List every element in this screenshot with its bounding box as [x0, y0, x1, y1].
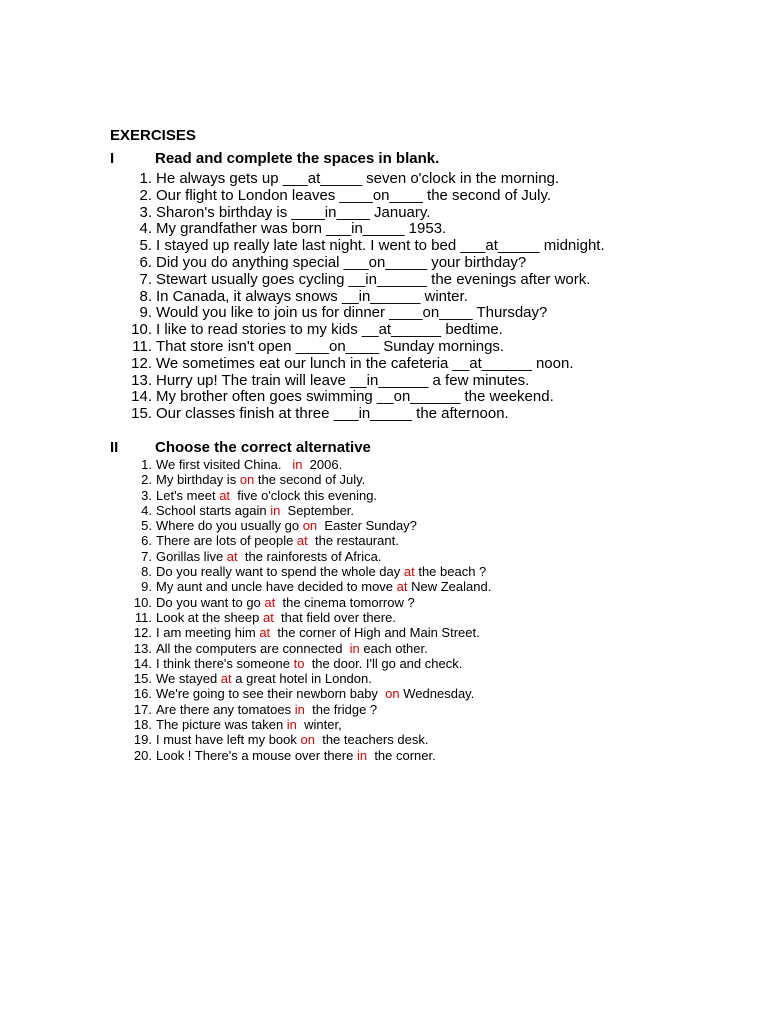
answer-word: in: [349, 640, 360, 656]
item-sentence: [156, 656, 462, 671]
item-number: [110, 533, 156, 548]
sentence-after: 2006.: [302, 457, 343, 472]
answer-word: in: [286, 717, 297, 733]
item-sentence: Did you do anything special ___on_____ your birthday?: [156, 253, 527, 271]
item-number-text: 1.: [141, 457, 152, 472]
item-number-text: 15.: [131, 405, 152, 423]
sentence-before: I must have left my book: [156, 732, 301, 748]
list-item: [110, 339, 605, 356]
sentence-after: the restaurant.: [307, 533, 399, 549]
item-number-text: 7.: [141, 548, 152, 564]
item-number: [110, 373, 156, 390]
section-2-title: Choose the correct alternative: [155, 439, 371, 456]
item-sentence: [156, 579, 491, 594]
section-2-numeral: II: [110, 439, 119, 456]
sentence-before: Do you want to go: [156, 594, 265, 610]
item-number: [110, 322, 156, 339]
item-number-text: 12.: [133, 625, 152, 641]
sentence-after: five o'clock this evening.: [230, 487, 378, 503]
sentence-before: We're going to see their newborn baby: [156, 686, 386, 702]
sentence-before: Look ! There's a mouse over there: [156, 747, 357, 763]
item-sentence: [156, 671, 372, 686]
item-number-text: 2.: [141, 472, 152, 488]
item-sentence: [156, 564, 486, 579]
item-sentence: Hurry up! The train will leave __in______ a few minutes.: [156, 371, 530, 389]
item-sentence: [156, 686, 474, 701]
sentence-after: Easter Sunday?: [317, 518, 417, 534]
answer-word: at: [219, 487, 231, 503]
list-item: [110, 702, 491, 717]
list-item: [110, 610, 491, 625]
item-number-text: 14.: [131, 388, 152, 406]
item-sentence: [156, 457, 342, 472]
item-sentence: I stayed up really late last night. I went to bed ___at_____ midnight.: [156, 237, 605, 255]
item-number-text: 3.: [139, 203, 152, 221]
item-number: [110, 732, 156, 747]
sentence-before: We first visited China.: [156, 457, 293, 472]
item-number-text: 13.: [133, 640, 152, 656]
answer-word: at: [264, 594, 276, 610]
item-sentence: [156, 732, 428, 747]
item-number-text: 9.: [141, 579, 152, 595]
list-item: [110, 305, 605, 322]
section-2-exercise-list: [110, 457, 491, 763]
item-number-text: 18.: [133, 717, 152, 733]
item-number-text: 11.: [134, 609, 152, 625]
item-number-text: 13.: [131, 371, 152, 389]
item-number-text: 1.: [139, 170, 152, 187]
item-number-text: 3.: [141, 487, 152, 503]
item-number: [110, 686, 156, 701]
item-number: [110, 625, 156, 640]
item-number: [110, 656, 156, 671]
item-number: [110, 188, 156, 205]
item-sentence: Our flight to London leaves ____on____ the second of July.: [156, 186, 552, 204]
sentence-before: There are lots of people: [156, 533, 297, 549]
item-number: [110, 748, 156, 763]
item-number: [110, 255, 156, 272]
answer-word: at: [220, 671, 232, 687]
list-item: [110, 171, 605, 188]
sentence-after: the fridge ?: [304, 701, 378, 717]
item-number: [110, 717, 156, 732]
sentence-after: the teachers desk.: [314, 732, 429, 748]
list-item: [110, 406, 605, 423]
list-item: [110, 625, 491, 640]
list-item: [110, 322, 605, 339]
sentence-before: All the computers are connected: [156, 640, 350, 656]
item-sentence: [156, 533, 399, 548]
sentence-after: the second of July.: [254, 472, 366, 488]
section-1-numeral: I: [110, 150, 115, 167]
item-number: [110, 272, 156, 289]
sentence-before: My birthday is: [156, 472, 240, 488]
item-number: [110, 671, 156, 686]
answer-word: in: [270, 502, 281, 518]
list-item: [110, 188, 605, 205]
sentence-before: School starts again: [156, 502, 271, 518]
item-number-text: 6.: [139, 253, 152, 271]
item-number-text: 5.: [139, 237, 152, 255]
item-sentence: [156, 488, 377, 503]
list-item: [110, 748, 491, 763]
item-sentence: [156, 717, 342, 732]
item-number: [110, 205, 156, 222]
item-sentence: Our classes finish at three ___in_____ the afternoon.: [156, 405, 509, 423]
sentence-before: Are there any tomatoes: [156, 701, 295, 717]
answer-word: on: [302, 518, 318, 534]
item-number: [110, 641, 156, 656]
sentence-after: the corner.: [367, 747, 436, 763]
sentence-after: winter,: [296, 717, 342, 733]
item-number: [110, 457, 156, 472]
item-number-text: 12.: [131, 354, 152, 372]
list-item: [110, 389, 605, 406]
sentence-after: September.: [280, 502, 355, 518]
sentence-before: I think there's someone: [156, 655, 294, 671]
item-number-text: 10.: [131, 321, 152, 339]
answer-word: at: [396, 579, 408, 595]
item-number-text: 8.: [139, 287, 152, 305]
list-item: [110, 717, 491, 732]
list-item: [110, 503, 491, 518]
answer-word: in: [294, 701, 305, 717]
item-number-text: 16.: [133, 686, 152, 702]
sentence-after: the rainforests of Africa.: [237, 548, 382, 564]
sentence-after: that field over there.: [273, 609, 396, 625]
item-number: [110, 171, 156, 188]
item-number-text: 6.: [141, 533, 152, 549]
item-number: [110, 305, 156, 322]
item-sentence: My brother often goes swimming __on______ the weekend.: [156, 388, 554, 406]
item-number-text: 10.: [133, 594, 152, 610]
sentence-before: Gorillas live: [156, 548, 227, 564]
list-item: [110, 356, 605, 373]
section-2-heading: [110, 439, 371, 457]
sentence-after: each other.: [359, 640, 428, 656]
sentence-after: the door. I'll go and check.: [304, 655, 463, 671]
answer-word: at: [259, 625, 271, 641]
item-sentence: Stewart usually goes cycling __in______ the evenings after work.: [156, 270, 591, 288]
item-number: [110, 356, 156, 373]
sentence-before: The picture was taken: [156, 717, 287, 733]
item-sentence: [156, 595, 415, 610]
item-sentence: [156, 625, 480, 640]
answer-word: to: [293, 655, 305, 671]
list-item: [110, 533, 491, 548]
sentence-after: the cinema tomorrow ?: [275, 594, 415, 610]
item-number: [110, 488, 156, 503]
sentence-after: New Zealand.: [407, 579, 492, 595]
item-number: [110, 289, 156, 306]
list-item: [110, 472, 491, 487]
list-item: [110, 686, 491, 701]
item-number-text: 14.: [133, 655, 152, 671]
item-sentence: [156, 472, 365, 487]
item-sentence: [156, 610, 396, 625]
sentence-after: Wednesday.: [399, 686, 475, 702]
item-sentence: I like to read stories to my kids __at______ bedtime.: [156, 321, 503, 339]
sentence-after: the corner of High and Main Street.: [270, 625, 480, 641]
item-number: [110, 406, 156, 423]
item-sentence: We sometimes eat our lunch in the cafeteria __at______ noon.: [156, 354, 574, 372]
list-item: [110, 671, 491, 686]
item-number: [110, 389, 156, 406]
list-item: [110, 205, 605, 222]
item-sentence: Sharon's birthday is ____in____ January.: [156, 203, 431, 221]
list-item: [110, 579, 491, 594]
item-number-text: 19.: [133, 732, 152, 748]
item-number: [110, 610, 156, 625]
answer-word: at: [226, 548, 238, 564]
item-sentence: That store isn't open ____on____ Sunday mornings.: [156, 337, 505, 355]
document-title: EXERCISES: [110, 127, 196, 144]
answer-word: on: [385, 686, 400, 702]
item-number-text: 4.: [141, 502, 152, 518]
item-sentence: He always gets up ___at_____ seven o'clock in the morning.: [156, 170, 560, 187]
sentence-before: Where do you usually go: [156, 518, 303, 534]
sentence-before: I am meeting him: [156, 625, 260, 641]
sentence-before: Look at the sheep: [156, 609, 263, 625]
item-number: [110, 549, 156, 564]
item-number-text: 15.: [133, 671, 152, 687]
list-item: [110, 255, 605, 272]
item-number-text: 2.: [139, 186, 152, 204]
list-item: [110, 457, 491, 472]
list-item: [110, 641, 491, 656]
item-number: [110, 595, 156, 610]
sentence-before: Do you really want to spend the whole day: [156, 564, 404, 580]
list-item: [110, 564, 491, 579]
item-number-text: 17.: [133, 701, 152, 717]
list-item: [110, 518, 491, 533]
sentence-before: We stayed: [156, 671, 221, 687]
item-number-text: 20.: [133, 747, 152, 763]
item-sentence: [156, 518, 417, 533]
item-number: [110, 503, 156, 518]
item-number-text: 7.: [139, 270, 152, 288]
answer-word: at: [403, 564, 415, 580]
list-item: [110, 732, 491, 747]
item-number-text: 4.: [139, 220, 152, 238]
item-number-text: 5.: [141, 518, 152, 534]
item-number-text: 11.: [132, 337, 152, 355]
list-item: [110, 238, 605, 255]
item-sentence: [156, 641, 428, 656]
item-number: [110, 339, 156, 356]
item-sentence: Would you like to join us for dinner ____on____ Thursday?: [156, 304, 548, 322]
section-1-heading: [110, 150, 439, 168]
item-number: [110, 564, 156, 579]
answer-word: on: [300, 732, 315, 748]
list-item: [110, 549, 491, 564]
item-sentence: My grandfather was born ___in_____ 1953.: [156, 220, 447, 238]
answer-word: on: [239, 472, 255, 488]
sentence-after: a great hotel in London.: [231, 671, 372, 687]
item-number: [110, 518, 156, 533]
item-sentence: [156, 503, 354, 518]
list-item: [110, 656, 491, 671]
item-sentence: [156, 748, 436, 763]
list-item: [110, 221, 605, 238]
answer-word: in: [292, 457, 303, 472]
item-sentence: [156, 549, 381, 564]
item-number: [110, 579, 156, 594]
list-item: [110, 373, 605, 390]
item-number: [110, 702, 156, 717]
sentence-after: the beach ?: [414, 564, 487, 580]
section-1-title: Read and complete the spaces in blank.: [155, 150, 440, 167]
sentence-before: My aunt and uncle have decided to move: [156, 579, 397, 595]
answer-word: in: [356, 747, 368, 763]
answer-word: at: [296, 533, 308, 549]
sentence-before: Let's meet: [156, 487, 220, 503]
item-number: [110, 472, 156, 487]
item-sentence: In Canada, it always snows __in______ winter.: [156, 287, 468, 305]
item-number-text: 8.: [141, 564, 152, 580]
list-item: [110, 595, 491, 610]
section-1-exercise-list: [110, 171, 605, 423]
item-number: [110, 221, 156, 238]
item-number: [110, 238, 156, 255]
list-item: [110, 488, 491, 503]
item-number-text: 9.: [139, 304, 152, 322]
answer-word: at: [262, 609, 274, 625]
list-item: [110, 289, 605, 306]
item-sentence: [156, 702, 377, 717]
list-item: [110, 272, 605, 289]
